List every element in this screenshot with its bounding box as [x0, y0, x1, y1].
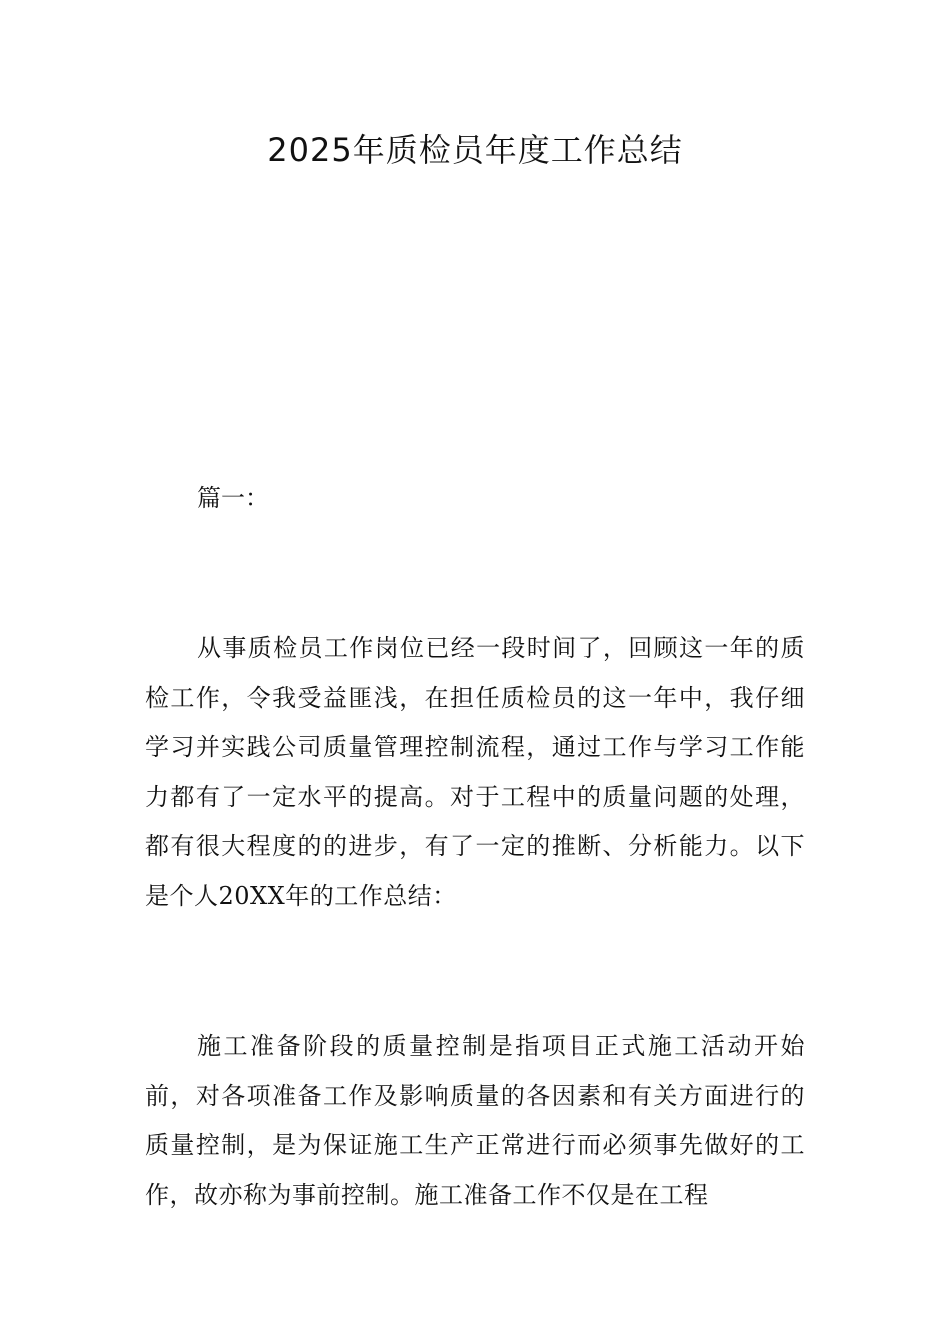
- section-label: 篇一：: [197, 484, 269, 512]
- document-title: 2025年质检员年度工作总结: [267, 131, 683, 169]
- paragraph-1: 从事质检员工作岗位已经一段时间了，回顾这一年的质检工作，令我受益匪浅，在担任质检员的这一年中，我仔细学习并实践公司质量管理控制流程，通过工作与学习工作能力都有了一定水平的提高。对于工程中的质量问题的处理，都有很大程度的的进步，有了一定的推断、分析能力。以下是个人20XX年的工作总结：: [145, 634, 805, 910]
- paragraph-2: 施工准备阶段的质量控制是指项目正式施工活动开始前，对各项准备工作及影响质量的各因素和有关方面进行的质量控制，是为保证施工生产正常进行而必须事先做好的工作，故亦称为事前控制。施工准备工作不仅是在工程: [145, 1032, 805, 1209]
